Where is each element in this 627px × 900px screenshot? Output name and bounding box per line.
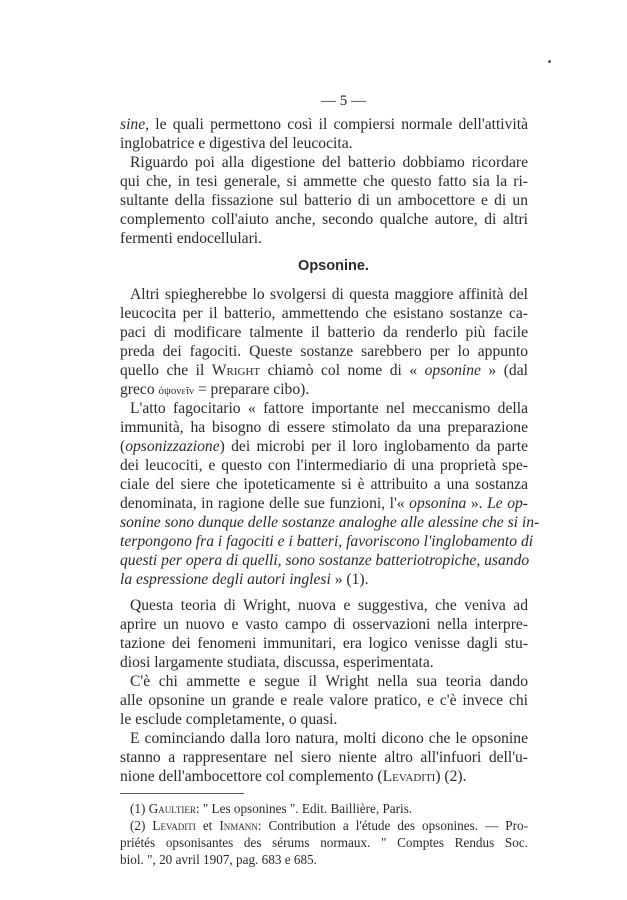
text-line: paci di modificare talmente il batterio da renderlo più facile: [120, 324, 528, 341]
footnote: (2) Levaditi et Inmann: Contribution a l'étude des opsonines. — Pro-: [130, 818, 528, 833]
text-line: (opsonizzazione) dei microbi per il loro inglobamento da parte: [120, 438, 528, 455]
text-line: alle opsonine un grande e reale valore pratico, e c'è invece chi: [120, 692, 528, 709]
text-line: Questa teoria di Wright, nuova e suggestiva, che veniva ad: [130, 597, 528, 614]
text-line: C'è chi ammette e segue il Wright nella sua teoria dando: [130, 673, 528, 690]
text-line: inglobatrice e digestiva del leucocita.: [120, 135, 353, 152]
text-line: la espressione degli autori inglesi » (1).: [120, 571, 369, 588]
text-line: sonine sono dunque delle sostanze analoghe alle alessine che si in-: [120, 514, 540, 531]
footnote-line: biol. ", 20 avril 1907, pag. 683 e 685.: [120, 852, 317, 867]
speck-mark: [548, 60, 551, 63]
text-line: complemento coll'aiuto anche, secondo qualche autore, di altri: [120, 211, 528, 228]
text-line: L'atto fagocitario « fattore importante nel meccanismo della: [130, 400, 528, 417]
page-number: — 5 —: [321, 93, 366, 109]
text-line: Altri spiegherebbe lo svolgersi di questa maggiore affinità del: [130, 286, 528, 303]
text-line: ciale del siere che ipoteticamente si è attribuito a una sostanza: [120, 476, 528, 493]
text-line: quello che il Wright chiamò col nome di « opsonine » (dal: [120, 362, 528, 379]
text-line: tazione dei fenomeni immunitari, era logico venisse dagli stu-: [120, 635, 528, 652]
text-line: E cominciando dalla loro natura, molti dicono che le opsonine: [130, 730, 528, 747]
text-line: denominata, in ragione delle sue funzioni, l'« opsonina ». Le op-: [120, 495, 529, 512]
footnote-line: priétés opsonisantes des sérums normaux. " Comptes Rendus Soc.: [120, 835, 528, 850]
text-line: aprire un nuovo e vasto campo di osservazioni nella interpre-: [120, 616, 528, 633]
text-line: sultante della fissazione sul batterio di un ambocettore e di un: [120, 192, 528, 209]
text-line: greco ὀψονεῖν = preparare cibo).: [120, 381, 310, 398]
text-line: qui che, in tesi generale, si ammette che questo fatto sia la ri-: [120, 173, 528, 190]
footnote-divider: [120, 793, 244, 794]
text-line: immunità, ha bisogno di essere stimolato da una preparazione: [120, 419, 528, 436]
text-line: Riguardo poi alla digestione del batterio dobbiamo ricordare: [130, 154, 528, 171]
text-line: sine, le quali permettono così il compiersi normale dell'attività: [120, 116, 528, 133]
text-line: stanno a rappresentare nel siero niente altro all'infuori dell'u-: [120, 749, 528, 766]
section-heading: Opsonine.: [298, 258, 369, 274]
text-line: fermenti endocellulari.: [120, 230, 263, 247]
text-line: preda dei fagociti. Queste sostanze sarebbero per lo appunto: [120, 343, 528, 360]
text-line: diosi largamente studiata, discussa, esperimentata.: [120, 654, 434, 671]
footnote: (1) Gaultier: " Les opsonines ". Edit. Baillière, Paris.: [130, 801, 413, 816]
text-line: questi per opera di quelli, sono sostanze batteriotropiche, usando: [120, 552, 530, 569]
text-line: terpongono fra i fagociti e i batteri, favoriscono l'inglobamento di: [120, 533, 534, 550]
text-line: leucocita per il batterio, ammettendo che esistano sostanze ca-: [120, 305, 528, 322]
text-line: le esclude completamente, o quasi.: [120, 711, 338, 728]
text-line: nione dell'ambocettore col complemento (Levaditi) (2).: [120, 768, 467, 785]
text-line: dei leucociti, e questo con l'intermediario di una proprietà spe-: [120, 457, 528, 474]
